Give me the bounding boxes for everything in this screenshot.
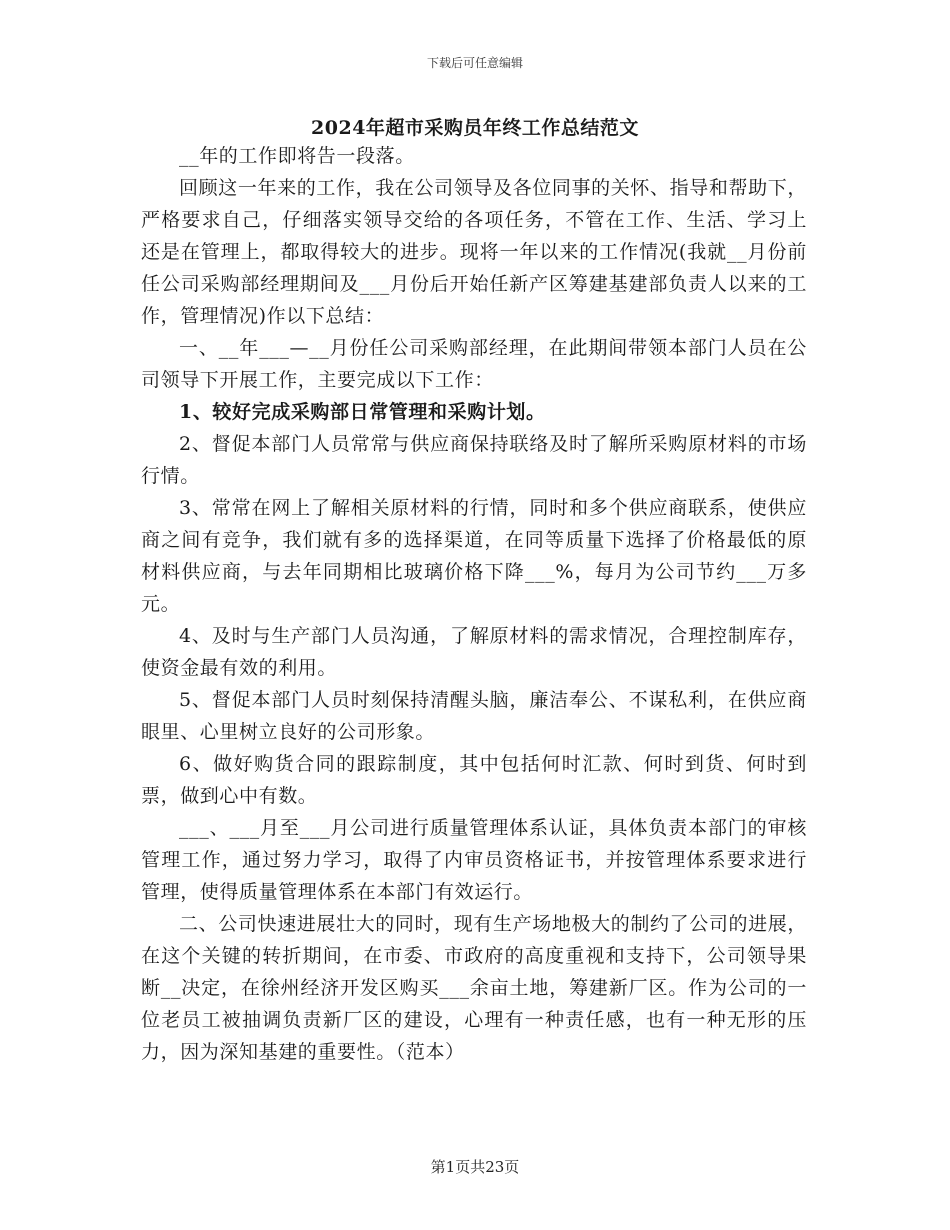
header-note: 下载后可任意编辑 <box>426 56 523 70</box>
document-body <box>141 140 807 1068</box>
paragraph-item-5: 5、督促本部门人员时刻保持清醒头脑，廉洁奉公、不谋私利，在供应商眼里、心里树立良好的公司形象。 <box>141 689 807 743</box>
paragraph-item-4: 4、及时与生产部门人员沟通，了解原材料的需求情况，合理控制库存，使资金最有效的利用。 <box>141 625 807 679</box>
page-number: 第1页共23页 <box>430 1158 520 1176</box>
paragraph-intro: __年的工作即将告一段落。 <box>179 145 415 167</box>
paragraph-review: 回顾这一年来的工作，我在公司领导及各位同事的关怀、指导和帮助下，严格要求自己，仔细落实领导交给的各项任务，不管在工作、生活、学习上还是在管理上，都取得较大的进步。现将一年以来的工作情况(我就__月份前任公司采购部经理期间及___月份后开始任新产区筹建基建部负责人以来的工作，管理情况)作以下总结： <box>141 177 807 327</box>
paragraph-item-6: 6、做好购货合同的跟踪制度，其中包括何时汇款、何时到货、何时到票，做到心中有数。 <box>141 753 807 807</box>
paragraph-quality-system: ___、___月至___月公司进行质量管理体系认证，具体负责本部门的审核管理工作，通过努力学习，取得了内审员资格证书，并按管理体系要求进行管理，使得质量管理体系在本部门有效运行。 <box>141 817 807 903</box>
paragraph-item-1: 1、较好完成采购部日常管理和采购计划。 <box>179 401 546 423</box>
paragraph-section-one: 一、__年___—__月份任公司采购部经理，在此期间带领本部门人员在公司领导下开展工作，主要完成以下工作： <box>141 337 807 391</box>
document-title: 2024年超市采购员年终工作总结范文 <box>311 117 639 139</box>
paragraph-section-two: 二、公司快速进展壮大的同时，现有生产场地极大的制约了公司的进展，在这个关键的转折期间，在市委、市政府的高度重视和支持下，公司领导果断__决定，在徐州经济开发区购买___余亩土地，筹建新厂区。作为公司的一位老员工被抽调负责新厂区的建设，心理有一种责任感，也有一种无形的压力，因为深知基建的重要性。（范本） <box>141 913 807 1063</box>
paragraph-item-3: 3、常常在网上了解相关原材料的行情，同时和多个供应商联系，使供应商之间有竞争，我们就有多的选择渠道，在同等质量下选择了价格最低的原材料供应商，与去年同期相比玻璃价格下降___%，每月为公司节约___万多元。 <box>141 497 807 615</box>
paragraph-item-2: 2、督促本部门人员常常与供应商保持联络及时了解所采购原材料的市场行情。 <box>141 433 807 487</box>
